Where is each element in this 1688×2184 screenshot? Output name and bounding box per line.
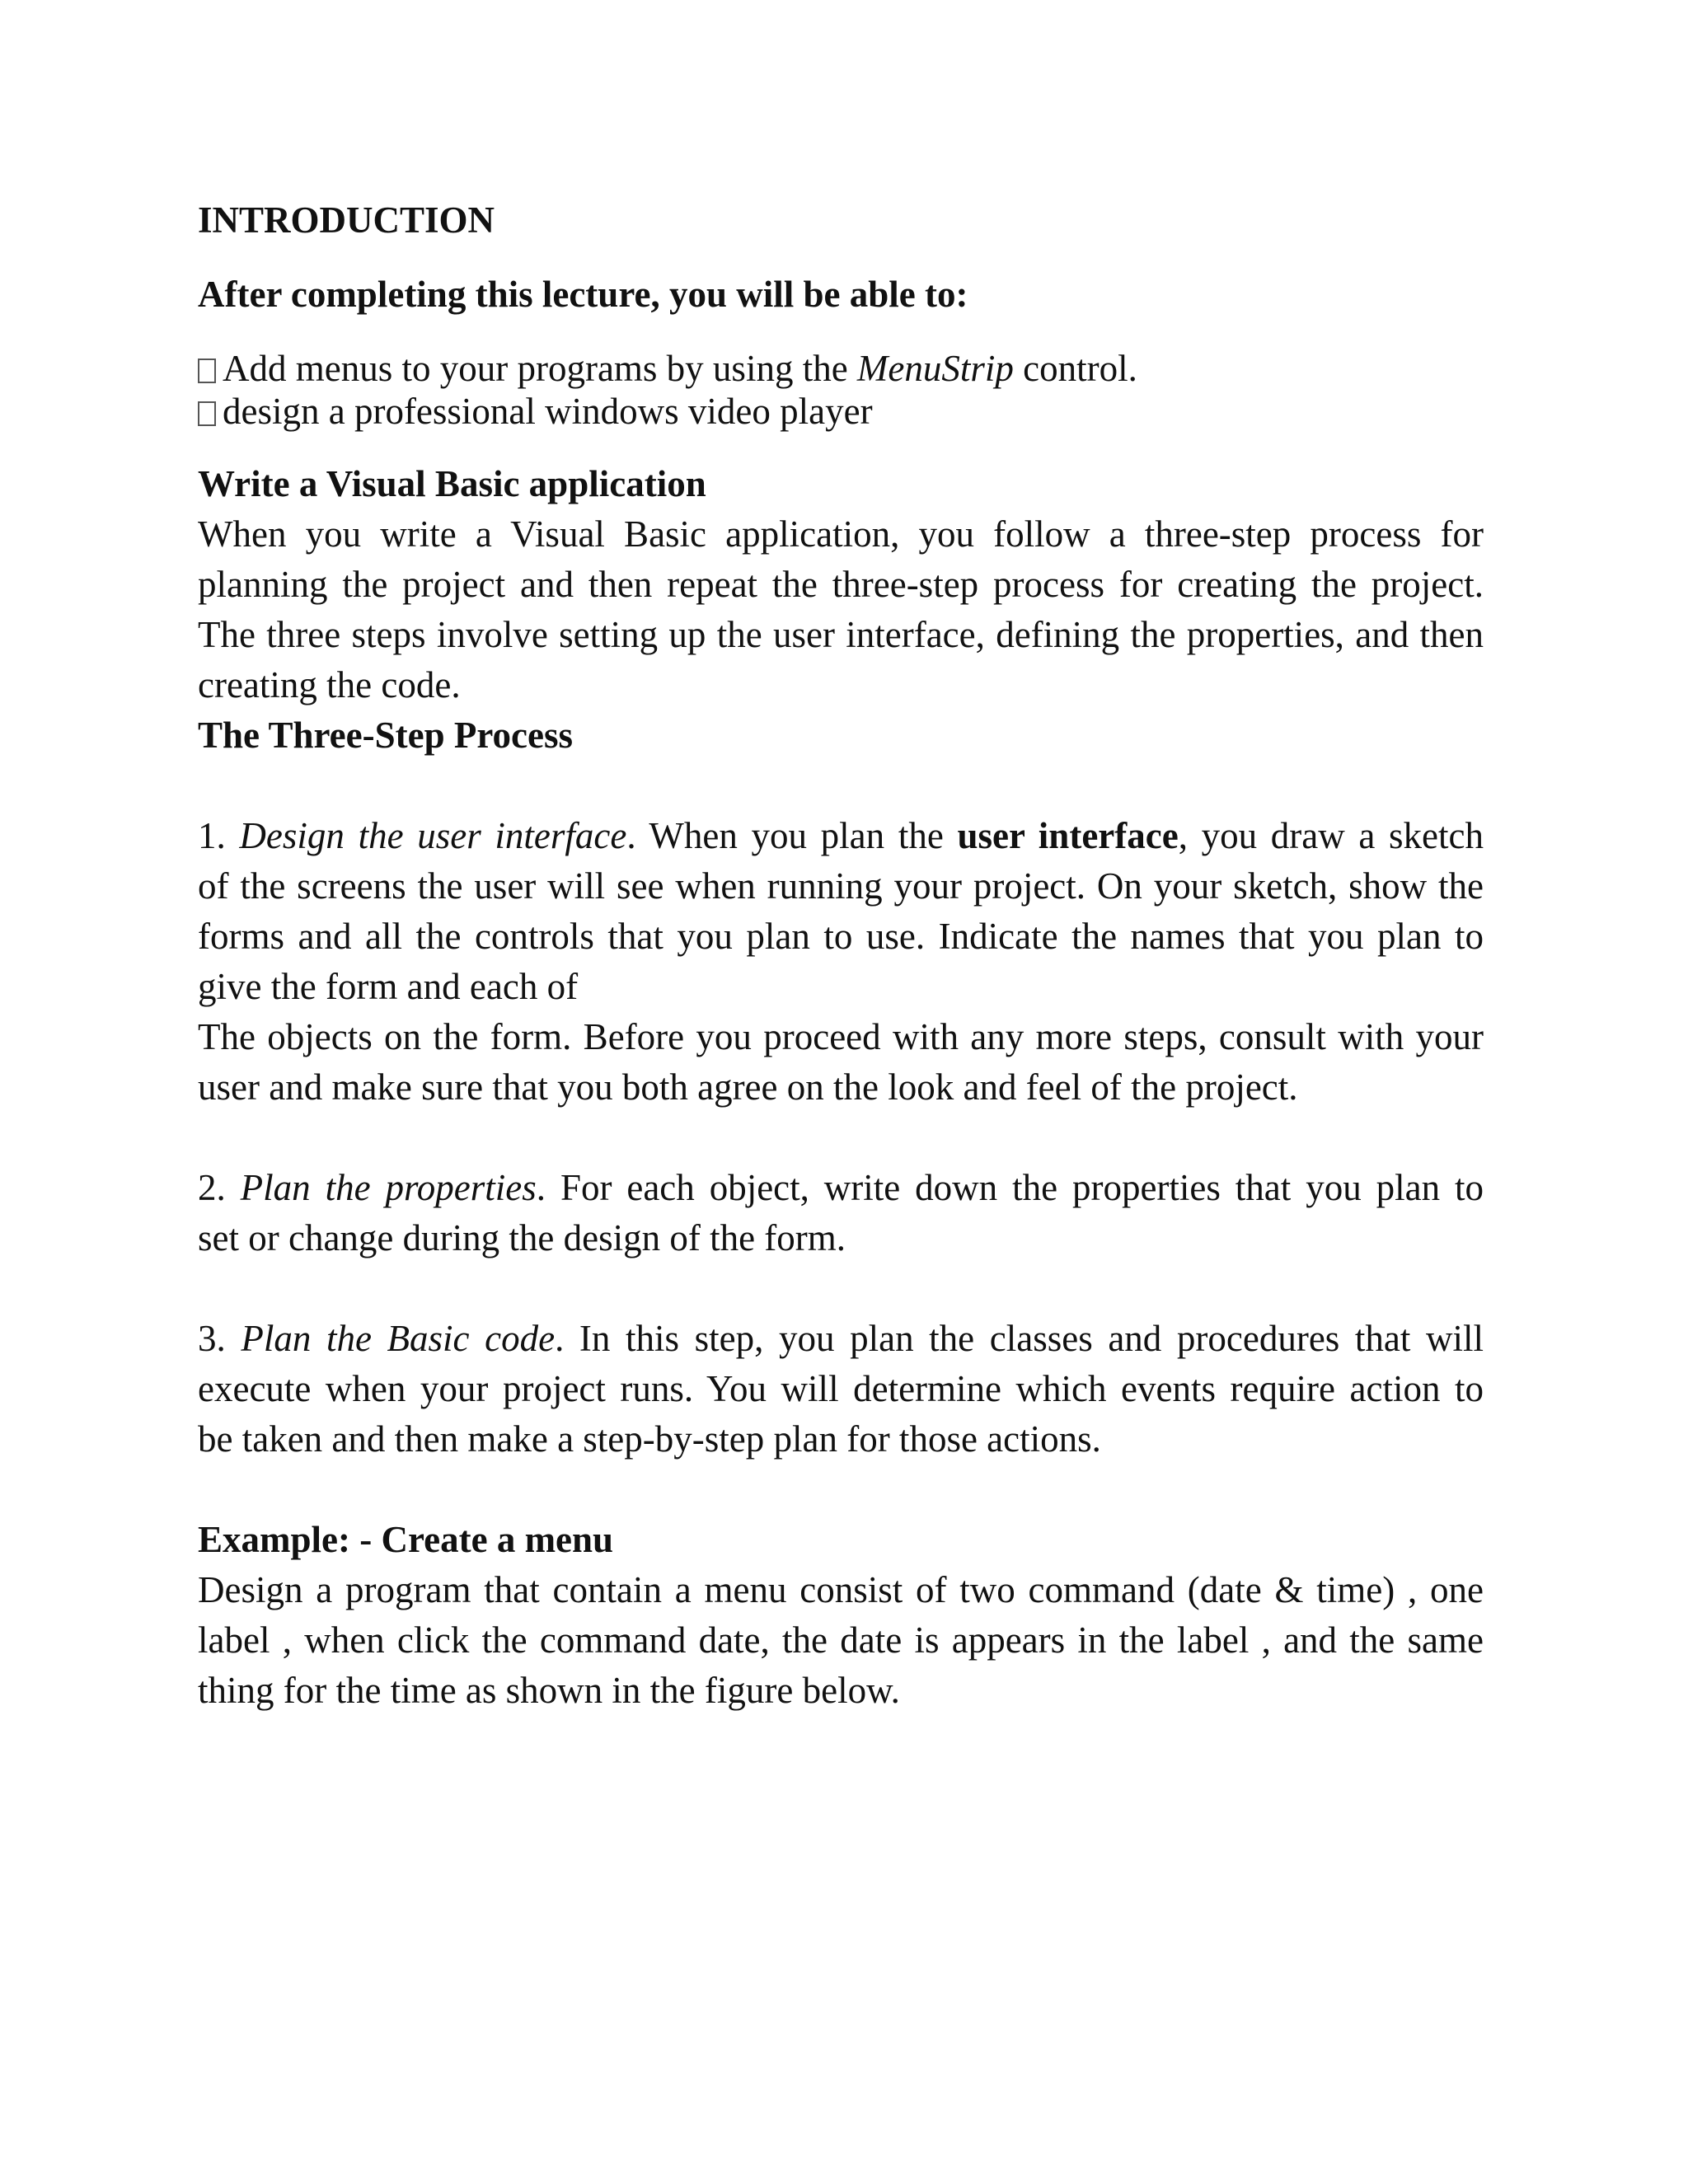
step-text: . In this step, you plan the classes and procedures that will: [555, 1318, 1484, 1359]
objective-text: design a professional windows video player: [223, 391, 873, 432]
step-text: . When you plan the: [626, 815, 958, 856]
step-name: Design the user interface: [239, 815, 627, 856]
objective-text: Add menus to your programs by using the: [223, 348, 857, 389]
objectives-title: After completing this lecture, you will be able to:: [198, 274, 968, 315]
paragraph-line: give the form and each of: [198, 966, 579, 1007]
bullet-box-icon: [198, 359, 216, 383]
paragraph-line: set or change during the design of the form.: [198, 1217, 846, 1258]
bullet-box-icon: [198, 401, 216, 426]
objective-item-2: [198, 387, 873, 437]
write-app-title: Write a Visual Basic application: [198, 463, 706, 504]
example-title: Example: - Create a menu: [198, 1519, 614, 1560]
step-number: 1.: [198, 815, 240, 856]
three-step-title: The Three-Step Process: [198, 715, 573, 756]
step-name: Plan the properties: [240, 1167, 537, 1208]
paragraph-line: label , when click the command date, the date is appears in the label , and the same: [198, 1619, 1484, 1661]
paragraph-line: When you write a Visual Basic application, you follow a three-step process for: [198, 513, 1484, 555]
paragraph-line: The objects on the form. Before you proceed with any more steps, consult with your: [198, 1016, 1484, 1057]
paragraph-line: of the screens the user will see when running your project. On your sketch, show the: [198, 865, 1484, 907]
step-bold-term: user interface: [957, 815, 1179, 856]
paragraph-line: planning the project and then repeat the three-step process for creating the project.: [198, 564, 1484, 605]
step-1-line: [198, 811, 1484, 861]
paragraph-line: be taken and then make a step-by-step plan for those actions.: [198, 1418, 1101, 1460]
heading: INTRODUCTION: [198, 199, 495, 241]
step-number: 3.: [198, 1318, 241, 1359]
step-text: . For each object, write down the properties that you plan to: [536, 1167, 1484, 1208]
step-number: 2.: [198, 1167, 241, 1208]
step-3-line: [198, 1314, 1484, 1364]
paragraph-line: creating the code.: [198, 664, 461, 705]
objective-text: control.: [1013, 348, 1137, 389]
paragraph-line: thing for the time as shown in the figure below.: [198, 1670, 900, 1711]
paragraph-line: Design a program that contain a menu consist of two command (date & time) , one: [198, 1569, 1484, 1610]
step-name: Plan the Basic code: [241, 1318, 556, 1359]
paragraph-line: The three steps involve setting up the user interface, defining the properties, and then: [198, 614, 1484, 655]
paragraph-line: user and make sure that you both agree on the look and feel of the project.: [198, 1066, 1298, 1108]
paragraph-line: execute when your project runs. You will determine which events require action to: [198, 1368, 1484, 1409]
step-text: , you draw a sketch: [1178, 815, 1484, 856]
step-2-line: [198, 1163, 1484, 1213]
objective-emphasis: MenuStrip: [856, 348, 1014, 389]
paragraph-line: forms and all the controls that you plan to use. Indicate the names that you plan to: [198, 916, 1484, 957]
